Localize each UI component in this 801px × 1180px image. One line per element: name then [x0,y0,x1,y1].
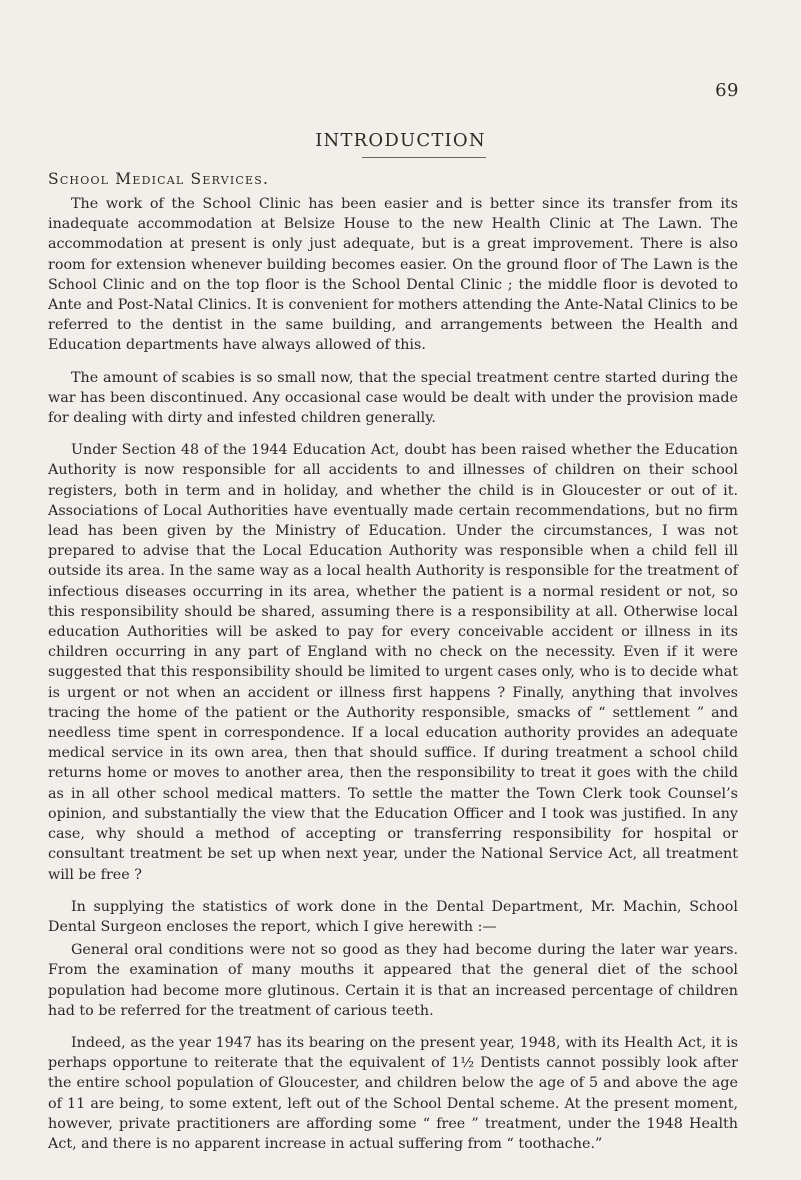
paragraph-clinic-transfer: The work of the School Clinic has been easier and is better since its transfer from its inadequate accommodation at Belsize House to the new Health Clinic at The Lawn. The accommodation at present is only just adequate, but is a great improvement. There is also room for extension whenever building becomes easier. On the ground floor of The Lawn is the School Clinic and on the top floor is the School Dental Clinic ; the middle floor is devoted to Ante and Post-Natal Clinics. It is convenient for mothers attending the Ante-Natal Clinics to be referred to the dentist in the same building, and arrangements between the Health and Education departments have always allowed of this. [48,196,738,354]
body-text [48,194,738,1154]
page-number: 69 [715,80,739,101]
paragraph-scabies: The amount of scabies is so small now, that the special treatment centre started during the war has been discontinued. Any occasional case would be dealt with under the provision made for dealing with dirty and infested children generally. [48,369,738,427]
paragraph-dental-scheme: Indeed, as the year 1947 has its bearing on the present year, 1948, with its Health Act, it is perhaps opportune to reiterate that the equivalent of 1½ Dentists cannot possibly look after the entire school population of Gloucester, and children below the age of 5 and above the age of 11 are being, to some extent, left out of the School Dental scheme. At the present moment, however, private practitioners are affording some “ free ” treatment, under the 1948 Health Act, and there is no apparent increase in actual suffering from “ toothache.” [48,1034,738,1152]
paragraph-dental-statistics: In supplying the statistics of work done in the Dental Department, Mr. Machin, School Dental Surgeon encloses the report, which I give herewith :— [48,898,738,935]
section-heading: School Medical Services. [48,170,270,188]
paragraph-oral-conditions: General oral conditions were not so good as they had become during the later war years. From the examination of many mouths it appeared that the general diet of the school population had become more glutinous. Certain it is that an increased percentage of children had to be referred for the treatment of carious teeth. [48,942,738,1019]
title-underline [362,157,486,158]
paragraph-section-48: Under Section 48 of the 1944 Education Act, doubt has been raised whether the Education Authority is now responsible for all accidents to and illnesses of children on their school registers, both in term and in holiday, and whether the child is in Gloucester or out of it. Associations of Local Authorities have eventually made certain recommendations, but no firm lead has been given by the Ministry of Education. Under the circumstances, I was not prepared to advise that the Local Education Authority was responsible when a child fell ill outside its area. In the same way as a local health Authority is responsible for the treatment of infectious diseases occurring in its area, whether the patient is a normal resident or not, so this responsibility should be shared, assuming there is a responsibility at all. Otherwise local education Authorities will be asked to pay for every conceivable accident or illness in its children occurring in any part of England with no check on the necessity. Even if it were suggested that this responsibility should be limited to urgent cases only, who is to decide what is urgent or not when an accident or illness first happens ? Finally, anything that involves tracing the home of the patient or the Authority responsible, smacks of “ settlement ” and needless time spent in correspondence. If a local education authority provides an adequate medical service in its own area, then that should suffice. If during treatment a school child returns home or moves to another area, then the responsibility to treat it goes with the child as in all other school medical matters. To settle the matter the Town Clerk took Counsel’s opinion, and substantially the view that the Education Officer and I took was justified. In any case, why should a method of accepting or transferring responsibility for hospital or consultant treatment be set up when next year, under the National Service Act, all treatment will be free ? [48,442,738,883]
page-title: INTRODUCTION [315,130,486,151]
